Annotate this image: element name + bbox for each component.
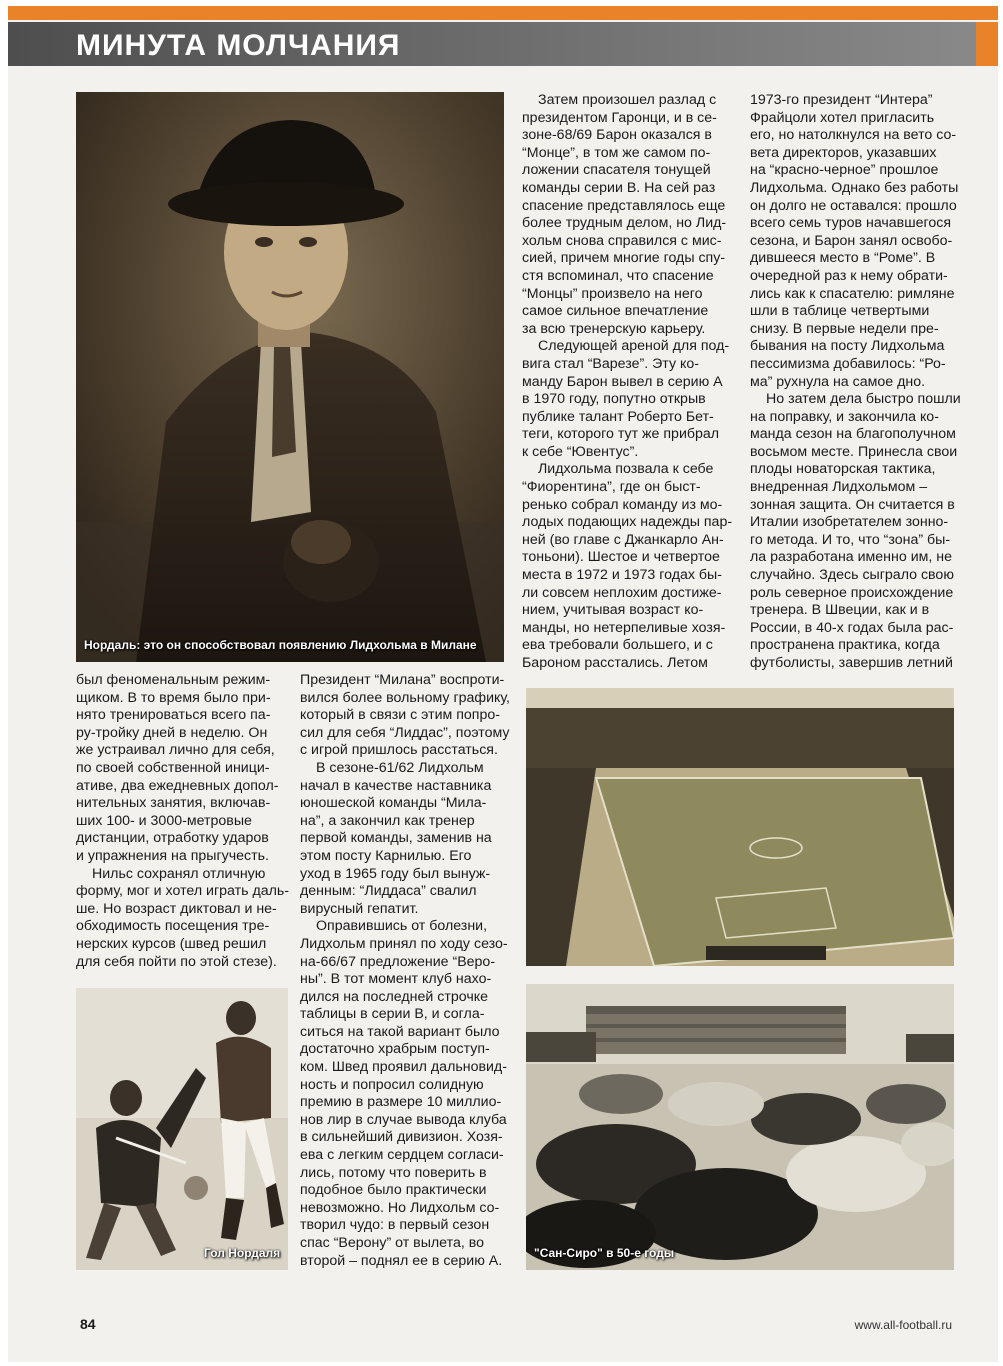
parking-image — [526, 984, 954, 1270]
text-line: начал в качестве наставника — [300, 777, 492, 794]
text-line: же устраивал лично для себя, — [76, 742, 275, 759]
article-column-left-bottom — [76, 672, 290, 971]
text-line: теги, которого тут же прибрал — [522, 426, 720, 443]
text-line: ева с легким сердцем согласи- — [300, 1147, 504, 1164]
text-line: ру-тройку дней в неделю. Он — [76, 724, 268, 741]
text-line: ность и попросил солидную — [300, 1076, 484, 1093]
text-line: лись как к спасателю: римляне — [750, 285, 955, 302]
text-line: “Монцы” произвело на него — [522, 285, 703, 302]
text-line: ны”. В тот момент клуб нахо- — [300, 971, 492, 988]
text-line: Затем произошел разлад с — [538, 92, 717, 108]
text-line: Оправившись от болезни, — [316, 918, 488, 935]
article-column-middle-top — [522, 92, 737, 673]
text-line: нято тренироваться всего па- — [76, 707, 271, 724]
text-line: вига стал “Варезе”. Эту ко- — [522, 355, 699, 372]
text-line: пессимизма добавилось: “Ро- — [750, 355, 946, 372]
page-number: 84 — [80, 1316, 96, 1332]
text-line: места в 1972 и 1973 годах бы- — [522, 567, 722, 584]
text-line: го метода. И то, что “зона” бы- — [750, 531, 951, 548]
text-line: таблицы в серии В, и согла- — [300, 1006, 485, 1023]
text-line: щиком. В то время было при- — [76, 689, 271, 706]
text-line: внедренная Лидхольмом – — [750, 479, 928, 496]
text-line: шли в таблице четвертыми — [750, 303, 930, 320]
text-line: вирусный гепатит. — [300, 900, 419, 917]
text-line: этом посту Карнилью. Его — [300, 847, 472, 864]
text-line: нием, учитывая возраст ко- — [522, 602, 704, 619]
portrait-image — [76, 92, 504, 662]
text-line: на “красно-черное” прошлое — [750, 162, 939, 179]
text-line: дился на последней строчке — [300, 988, 488, 1005]
text-line: вета директоров, указавших — [750, 144, 937, 161]
text-line: манда сезон на благополучном — [750, 426, 956, 443]
text-line: вился более вольному графику, — [300, 689, 510, 706]
text-line: спасение представлялось еще — [522, 197, 726, 214]
text-line: плоды новаторская тактика, — [750, 461, 936, 478]
text-line: на-66/67 предложение “Веро- — [300, 953, 496, 970]
column-lines — [750, 92, 965, 673]
text-line: творил чудо: в первый сезон — [300, 1217, 490, 1234]
text-line: “Монце”, в том же самом по- — [522, 144, 711, 161]
text-line: форму, мог и хотел играть даль- — [76, 883, 290, 900]
text-line: и упражнения на прыгучесть. — [76, 847, 269, 864]
text-line: дистанции, отработку ударов — [76, 830, 269, 847]
text-line: хольм снова справился с мис- — [522, 232, 722, 249]
text-line: президентом Гаронци, и в се- — [522, 109, 717, 126]
stadium-photo — [526, 688, 954, 966]
text-line: восьмом месте. Принесла свои — [750, 443, 958, 460]
text-line: команды серии В. На сей раз — [522, 179, 716, 196]
text-line: юношеской команды “Мила- — [300, 795, 487, 812]
text-line: ативе, два ежедневных допол- — [76, 777, 279, 794]
site-url: www.all-football.ru — [854, 1318, 952, 1332]
text-line: ла разработана именно им, не — [750, 549, 952, 566]
text-line: денным: “Лиддаса” свалил — [300, 883, 477, 900]
magazine-page — [8, 6, 998, 1362]
text-line: стя вспоминал, что спасение — [522, 267, 714, 284]
text-line: ма” рухнула на самое дно. — [750, 373, 926, 390]
text-line: бывания на посту Лидхольма — [750, 338, 945, 355]
portrait-photo — [76, 92, 504, 662]
text-line: 1973-го президент “Интера” — [750, 92, 933, 108]
text-line: манду Барон вывел в серию А — [522, 373, 723, 390]
text-line: случайно. Здесь сыграло свою — [750, 567, 954, 584]
text-line: Лидхольма. Однако без работы — [750, 179, 959, 196]
text-line: по своей собственной иници- — [76, 759, 270, 776]
text-line: для себя пойти по этой стезе). — [76, 953, 277, 970]
text-line: тоньони). Шестое и четвертое — [522, 549, 720, 566]
text-line: в сильнейший дивизион. Хозя- — [300, 1129, 503, 1146]
text-line: нительных занятия, включав- — [76, 795, 271, 812]
text-line: дившееся место в “Роме”. В — [750, 250, 936, 267]
text-line: ложении спасателя тонущей — [522, 162, 711, 179]
text-line: его, но натолкнулся на вето со- — [750, 127, 957, 144]
goal-caption: Гол Нордаля — [204, 1246, 281, 1260]
text-line: нов лир в случае вывода клуба — [300, 1111, 507, 1128]
text-line: Следующей ареной для под- — [538, 338, 730, 355]
text-line: невозможно. Но Лидхольм со- — [300, 1199, 500, 1216]
text-line: самое сильное впечатление — [522, 303, 709, 320]
article-column-right-top — [750, 92, 965, 673]
text-line: второй – поднял ее в серию А. — [300, 1252, 503, 1269]
text-line: нерских курсов (швед решил — [76, 935, 267, 952]
text-line: очередной раз к нему обрати- — [750, 267, 948, 284]
text-line: достаточно храбрым поступ- — [300, 1041, 490, 1058]
text-line: премию в размере 10 миллио- — [300, 1094, 502, 1111]
text-line: спас “Верону” от вылета, во — [300, 1235, 484, 1251]
text-line: ше. Но возраст диктовал и не- — [76, 900, 277, 917]
text-line: России, в 40-х годах была рас- — [750, 619, 954, 636]
text-line: сил для себя “Лиддас”, поэтому — [300, 724, 510, 741]
text-line: Фрайцоли хотел пригласить — [750, 109, 935, 126]
portrait-caption: Нордаль: это он способствовал появлению Лидхольма в Милане — [84, 638, 477, 652]
text-line: манды, но нетерпеливые хозя- — [522, 619, 726, 636]
text-line: первой команды, заменив на — [300, 830, 492, 847]
text-line: зоне-68/69 Барон оказался в — [522, 127, 712, 144]
text-line: зонная защита. Он считается в — [750, 496, 955, 513]
column-lines — [76, 672, 290, 971]
text-line: Бароном расстались. Летом — [522, 655, 708, 671]
header-orange-edge — [976, 22, 998, 66]
text-line: он долго не оставался: прошло — [750, 197, 957, 214]
text-line: ли совсем неплохим достиже- — [522, 584, 722, 601]
text-line: Италии изобретателем зонно- — [750, 514, 949, 531]
text-line: Нильс сохранял отличную — [92, 865, 266, 882]
text-line: который в связи с этим попро- — [300, 707, 500, 724]
text-line: сезона, и Барон занял освобо- — [750, 232, 953, 249]
san-siro-photo — [526, 984, 954, 1270]
text-line: ситься на такой вариант было — [300, 1023, 500, 1040]
text-line: Президент “Милана” воспроти- — [300, 672, 505, 688]
text-line: подобное было практически — [300, 1182, 487, 1199]
text-line: “Фиорентина”, где он быст- — [522, 479, 701, 496]
stadium-image — [526, 688, 954, 966]
text-line: снизу. В первые недели пре- — [750, 320, 939, 337]
text-line: всего семь туров начавшегося — [750, 215, 952, 232]
text-line: публике талант Роберто Бет- — [522, 408, 714, 425]
san-siro-caption: "Сан-Сиро" в 50-е годы — [534, 1246, 675, 1260]
column-lines — [300, 672, 515, 1270]
text-line: с игрой пришлось расстаться. — [300, 742, 498, 759]
text-line: ренько собрал команду из мо- — [522, 496, 723, 513]
text-line: ней (во главе с Джанкарло Ан- — [522, 531, 724, 548]
text-line: за всю тренерскую карьеру. — [522, 320, 706, 337]
text-line: обходимость посещения тре- — [76, 918, 270, 935]
text-line: ева требовали большего, и с — [522, 637, 713, 654]
text-line: пространена практика, когда — [750, 637, 940, 654]
text-line: уход в 1965 году был вынуж- — [300, 865, 491, 882]
text-line: в 1970 году, попутно открыв — [522, 391, 706, 408]
section-title: МИНУТА МОЛЧАНИЯ — [76, 29, 401, 62]
text-line: Лидхольма позвала к себе — [538, 461, 714, 478]
article-column-middle-bottom — [300, 672, 515, 1270]
text-line: Лидхольм принял по ходу сезо- — [300, 935, 508, 952]
text-line: на”, а закончил как тренер — [300, 812, 475, 829]
text-line: Но затем дела быстро пошли — [766, 391, 961, 408]
text-line: был феноменальным режим- — [76, 672, 271, 688]
text-line: В сезоне-61/62 Лидхольм — [316, 759, 484, 776]
column-lines — [522, 92, 737, 673]
text-line: ком. Швед проявил дальновид- — [300, 1059, 507, 1076]
goal-image — [76, 988, 288, 1270]
text-line: к себе “Ювентус”. — [522, 443, 639, 460]
text-line: лись, потому что поверить в — [300, 1164, 487, 1181]
text-line: лодых подающих надежды пар- — [522, 514, 733, 531]
goal-photo — [76, 988, 288, 1270]
text-line: более трудным делом, но Лид- — [522, 215, 727, 232]
text-line: роль северное происхождение — [750, 584, 954, 601]
text-line: ших 100- и 3000-метровые — [76, 812, 252, 829]
orange-top-strip — [8, 6, 998, 20]
text-line: на поправку, и закончила ко- — [750, 408, 939, 425]
text-line: футболисты, завершив летний — [750, 655, 953, 671]
text-line: тренера. В Швеции, как и в — [750, 602, 930, 619]
text-line: сией, причем многие годы спу- — [522, 250, 726, 267]
